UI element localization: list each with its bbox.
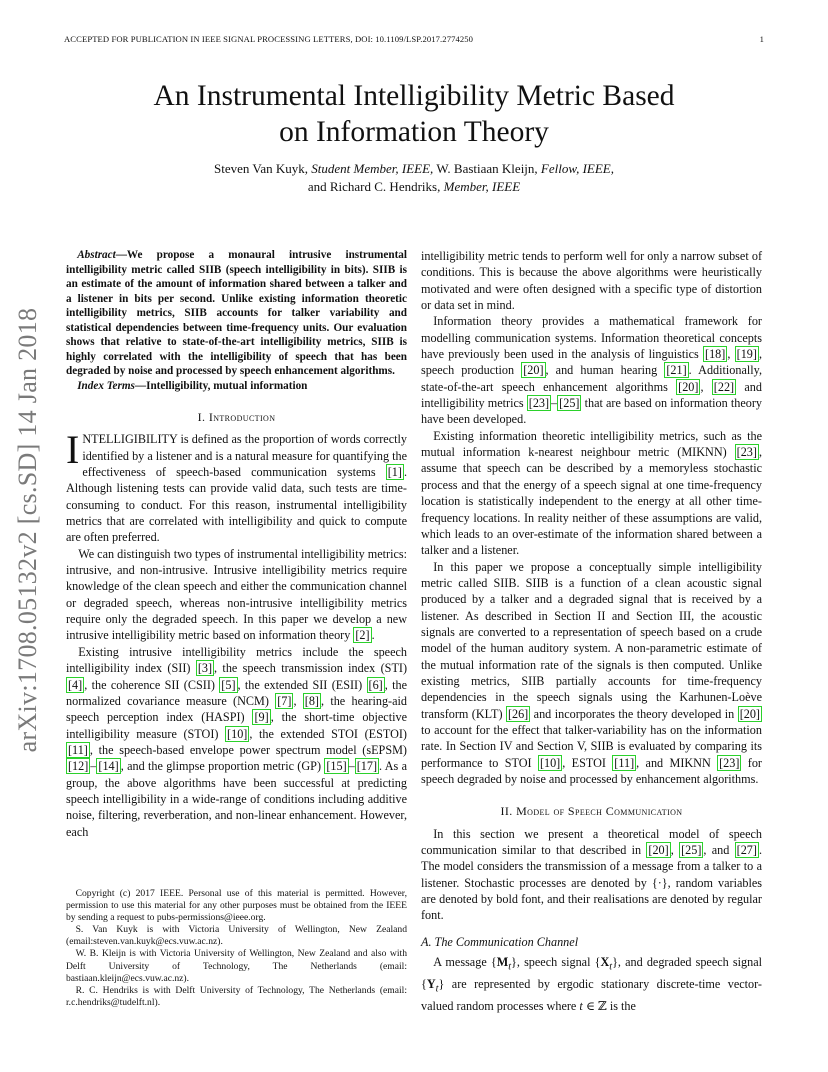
citation-link[interactable]: [10] bbox=[227, 726, 248, 741]
citation-link[interactable]: [9] bbox=[254, 710, 269, 725]
author-line-1 bbox=[64, 160, 764, 178]
author-1-role: Student Member, IEEE, bbox=[311, 161, 434, 176]
abstract bbox=[66, 248, 407, 379]
citation-link[interactable]: [11] bbox=[68, 742, 88, 757]
citation-link[interactable]: [17] bbox=[356, 759, 378, 774]
author-2: W. Bastiaan Kleijn, bbox=[436, 161, 538, 176]
index-terms bbox=[66, 379, 407, 394]
footnote-author-3: R. C. Hendriks is with Delft University of Technology, The Netherlands (email: r.c.hendriks@tudelft.nl). bbox=[66, 984, 407, 1008]
intro-paragraph-7: In this paper we propose a conceptually simple intelligibility metric called SIIB. SIIB is a function of a clean acoustic signal produced by a talker and a degraded signal that is received by a listener. As described in Section II and Section III, the acoustic signals are converted to a representation of speech based on a crude model of the human auditory system. A non-parametric estimate of the mutual information rate of the signals is then computed. Unlike existing metrics, SIIB partially accounts for time-frequency dependencies in the speech signals using the Karhunen-Loève transform (KLT) [26] and incorporates the theory developed in [20] to account for the effect that talker-variability has on the information rate. In Section IV and Section V, SIIB is evaluated by comparing its performance to STOI [10] , ESTOI [11] , and MIKNN [23] for speech degraded by noise and processed by enhancement algorithms. bbox=[421, 559, 762, 786]
citation-link[interactable]: [11] bbox=[614, 755, 635, 770]
citation-link[interactable]: [8] bbox=[304, 693, 319, 708]
citation-link[interactable]: [22] bbox=[713, 379, 735, 394]
citation-link[interactable]: [12] bbox=[68, 759, 89, 774]
footnote-copyright: Copyright (c) 2017 IEEE. Personal use of this material is permitted. However, permission to use this material for any other purposes must be obtained from the IEEE by sending a request to pubs-permissions@ieee.org. bbox=[66, 888, 407, 924]
author-3-role: Member, IEEE bbox=[443, 179, 521, 194]
model-paragraph-2: A message $\{M_t\}$, speech signal $\{X_t\}$, and degraded speech signal $\{Y_t\}$ are represented by ergodic stationary discrete-time vector-valued random processes where t ∈ ℤ is the bbox=[421, 955, 762, 1013]
footnote-author-2: W. B. Kleijn is with Victoria University of Wellington, New Zealand and also with Delft University of Technology, The Netherlands (email: bastiaan.kleijn@ecs.vuw.ac.nz). bbox=[66, 948, 407, 984]
section-heading-introduction: I. Introduction bbox=[197, 410, 276, 424]
running-head bbox=[64, 34, 764, 44]
intro-paragraph-2: We can distinguish two types of instrumental intelligibility metrics: intrusive, and non-intrusive. Intrusive intelligibility metrics require knowledge of the clean speech and either the communication channel or degraded speech, whereas non-intrusive intelligibility metrics require only the degraded speech. In this paper we develop a new intrusive intelligibility metric based on information theory [2] . bbox=[66, 546, 407, 643]
running-head-text: ACCEPTED FOR PUBLICATION IN IEEE SIGNAL PROCESSING LETTERS, DOI: 10.1109/LSP.2017.2774250 bbox=[64, 34, 474, 44]
intro-paragraph-3: Existing intrusive intelligibility metrics include the speech intelligibility index (SII) [3] , the speech transmission index (STI) [4] , the coherence SII (CSII) [5] , the extended SII (ESII) [6] , the normalized covariance measure (NCM) [7] , [8] , the hearing-aid speech perception index (HASPI) [9] , the short-time objective intelligibility measure (STOI) [10] , the extended STOI (ESTOI) [11] , the speech-based envelope power spectrum model (sEPSM) [12] – [14] , and the glimpse proportion metric (GP) [15] – [17] . As a group, the above algorithms have been successful at predicting speech intelligibility in a wide-range of conditions including additive noise, filtering, reverberation, and non-linear enhancement. However, each bbox=[66, 644, 408, 839]
citation-link[interactable]: [4] bbox=[68, 677, 83, 692]
intro-paragraph-1: INTELLIGIBILITY is defined as the proportion of words correctly identified by a listener and is a natural measure for quantifying the effectiveness of speech-based communication systems [1] . Although listening tests can provide valid data, such tests are time-consuming to conduct. For this reason, instrumental intelligibility metrics that are correlated with intelligibility and quick to compute are often preferred. bbox=[66, 427, 407, 545]
author-3: and Richard C. Hendriks, bbox=[307, 179, 441, 194]
abstract-label: Abstract bbox=[77, 249, 116, 261]
author-2-role: Fellow, IEEE, bbox=[540, 161, 614, 176]
intro-paragraph-5: Information theory provides a mathematical framework for modelling communication systems. Information theoretical concepts have previously been used in the analysis of linguistics [18] , [19] , speech production [20] , and human hearing [21] . Additionally, state-of-the-art speech enhancement algorithms [20] , [22] and intelligibility metrics [23] – [25] that are based on information theory have been developed. bbox=[421, 314, 763, 427]
citation-link[interactable]: [14] bbox=[98, 759, 119, 774]
subsection-heading-channel: A. The Communication Channel bbox=[421, 934, 579, 949]
citation-link[interactable]: [25] bbox=[559, 396, 580, 411]
intro-paragraph-6: Existing information theoretic intelligibility metrics, such as the mutual information k-nearest neighbour metric (MIKNN) [23] , assume that speech can be described by a memoryless stochastic process and that the energy of a speech signal at one time-frequency location is statistically independent to the energy at all other time-frequency locations. In reality neither of these assumptions are valid, which leads to an over-estimate of the information shared between a talker and a listener. bbox=[421, 428, 762, 558]
citation-link[interactable]: [6] bbox=[368, 677, 383, 692]
citation-link[interactable]: [5] bbox=[221, 677, 236, 692]
index-terms-label: Index Terms bbox=[77, 379, 135, 392]
citation-link[interactable]: [26] bbox=[507, 706, 529, 721]
citation-link[interactable]: [20] bbox=[678, 379, 699, 394]
citation-link[interactable]: [3] bbox=[197, 661, 213, 676]
citation-link[interactable]: [7] bbox=[277, 693, 292, 708]
citation-link[interactable]: [25] bbox=[681, 843, 702, 858]
drop-cap: I bbox=[66, 427, 80, 473]
citation-link[interactable]: [20] bbox=[739, 706, 760, 721]
index-terms-text: —Intelligibility, mutual information bbox=[134, 379, 308, 392]
citation-link[interactable]: [19] bbox=[736, 347, 757, 362]
abstract-text: —We propose a monaural intrusive instrumental intelligibility metric called SIIB (speech intelligibility in bits). SIIB is an estimate of the amount of information shared between a talker and a listener in bits per second. Unlike existing information theoretic intelligibility metrics, SIIB accounts for talker variability and statistical dependencies between time-frequency units. Our evaluation shows that relative to state-of-the-art intelligibility metrics, SIIB is highly correlated with the intelligibility of speech that has been degraded by noise and processed by speech enhancement algorithms. bbox=[66, 249, 407, 377]
citation-link[interactable]: [23] bbox=[719, 755, 740, 770]
model-paragraph-1: In this section we present a theoretical model of speech communication similar to that described in [20] , [25] , and [27] . The model considers the transmission of a message from a talker to a listener. Stochastic processes are denoted by {·}, random variables are denoted by bold font, and their realisations are denoted by regular font. bbox=[421, 826, 762, 923]
citation-link[interactable]: [10] bbox=[539, 755, 561, 770]
footnote-author-1: S. Van Kuyk is with Victoria University of Wellington, New Zealand (email:steven.van.kuyk@ecs.vuw.ac.nz). bbox=[66, 924, 407, 948]
paper-title bbox=[64, 78, 764, 150]
citation-link[interactable]: [21] bbox=[666, 363, 687, 378]
footnotes bbox=[66, 888, 407, 1009]
title-line-1: An Instrumental Intelligibility Metric Based bbox=[153, 80, 675, 112]
citation-link[interactable]: [27] bbox=[736, 843, 757, 858]
author-1: Steven Van Kuyk, bbox=[214, 161, 309, 176]
author-line-2 bbox=[64, 178, 764, 196]
citation-link[interactable]: [1] bbox=[387, 465, 402, 480]
author-list bbox=[64, 160, 764, 196]
intro-paragraph-4: intelligibility metric tends to perform well for only a narrow subset of conditions. This is because the above algorithms were heuristically motivated and were often designed with a specific type of distortion or data set in mind. bbox=[421, 249, 762, 313]
citation-link[interactable]: [20] bbox=[523, 363, 544, 378]
citation-link[interactable]: [2] bbox=[355, 628, 370, 643]
citation-link[interactable]: [20] bbox=[648, 843, 669, 858]
title-line-2: on Information Theory bbox=[279, 116, 549, 148]
citation-link[interactable]: [23] bbox=[736, 445, 757, 460]
arxiv-stamp[interactable]: arXiv:1708.05132v2 [cs.SD] 14 Jan 2018 bbox=[13, 307, 42, 753]
page-number: 1 bbox=[759, 34, 764, 44]
right-column bbox=[421, 248, 762, 1014]
citation-link[interactable]: [23] bbox=[528, 396, 550, 411]
section-heading-model: II. Model of Speech Communication bbox=[500, 804, 683, 819]
citation-link[interactable]: [15] bbox=[326, 759, 347, 774]
left-column bbox=[66, 248, 407, 840]
citation-link[interactable]: [18] bbox=[705, 347, 726, 362]
